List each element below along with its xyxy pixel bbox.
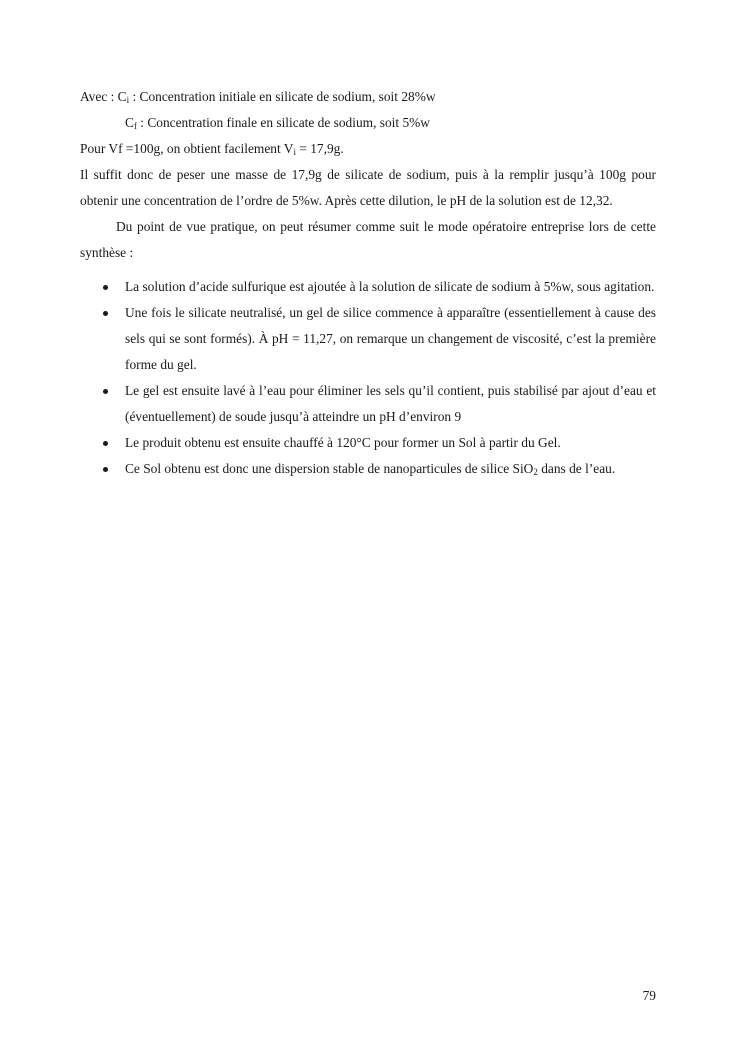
vf-subscript: i xyxy=(293,147,296,157)
ci-subscript: i xyxy=(126,95,130,105)
cf-text: : Concentration finale en silicate de sodium, soit 5%w xyxy=(136,115,430,130)
paragraph-summary: Du point de vue pratique, on peut résumer comme suit le mode opératoire entreprise lors de cette synthèse : xyxy=(80,219,656,260)
bullet-icon xyxy=(103,441,108,446)
list-item-text: Le produit obtenu est ensuite chauffé à 120°C pour former un Sol à partir du Gel. xyxy=(125,435,561,450)
list-item-text: La solution d’acide sulfurique est ajoutée à la solution de silicate de sodium à 5%w, sous agitation. xyxy=(125,279,655,294)
vf-text-b: = 17,9g. xyxy=(295,141,344,156)
definition-vf xyxy=(80,136,656,162)
list-item-text: Une fois le silicate neutralisé, un gel de silice commence à apparaître (essentiellement à cause des sels qui se sont formés). À pH = 11,27, on remarque un changement de viscosité, c’est la première forme du gel. xyxy=(125,305,656,372)
cf-prefix: C xyxy=(125,115,134,130)
ci-prefix: Avec : C xyxy=(80,89,127,104)
sio2-subscript: 2 xyxy=(533,467,538,477)
paragraph-dilution: Il suffit donc de peser une masse de 17,9g de silicate de sodium, puis à la remplir jusqu’à 100g pour obtenir une concentration de l’ordre de 5%w. Après cette dilution, le pH de la solution est de 12,32. xyxy=(80,167,656,208)
list-item-text: Le gel est ensuite lavé à l’eau pour éliminer les sels qu’il contient, puis stabilisé par ajout d’eau et (éventuellement) de soude jusqu’à atteindre un pH d’environ 9 xyxy=(125,383,656,424)
list-item xyxy=(80,300,656,378)
ci-text: : Concentration initiale en silicate de sodium, soit 28%w xyxy=(129,89,436,104)
bullet-icon xyxy=(103,389,108,394)
bullet-icon xyxy=(103,285,108,290)
document-page xyxy=(80,84,656,482)
definition-ci xyxy=(80,84,656,110)
bullet-icon xyxy=(103,311,108,316)
list-item xyxy=(80,456,656,482)
procedure-list xyxy=(80,274,656,482)
bullet-icon xyxy=(103,467,108,472)
cf-subscript: f xyxy=(133,121,137,131)
list-item-text-end: dans de l’eau. xyxy=(537,461,616,476)
vf-text-a: Pour Vf =100g, on obtient facilement V xyxy=(80,141,294,156)
page-number: 79 xyxy=(642,988,656,1003)
list-item xyxy=(80,274,656,300)
list-item xyxy=(80,378,656,430)
list-item xyxy=(80,430,656,456)
list-item-text: Ce Sol obtenu est donc une dispersion stable de nanoparticules de silice SiO xyxy=(125,461,534,476)
definition-cf xyxy=(80,110,656,136)
